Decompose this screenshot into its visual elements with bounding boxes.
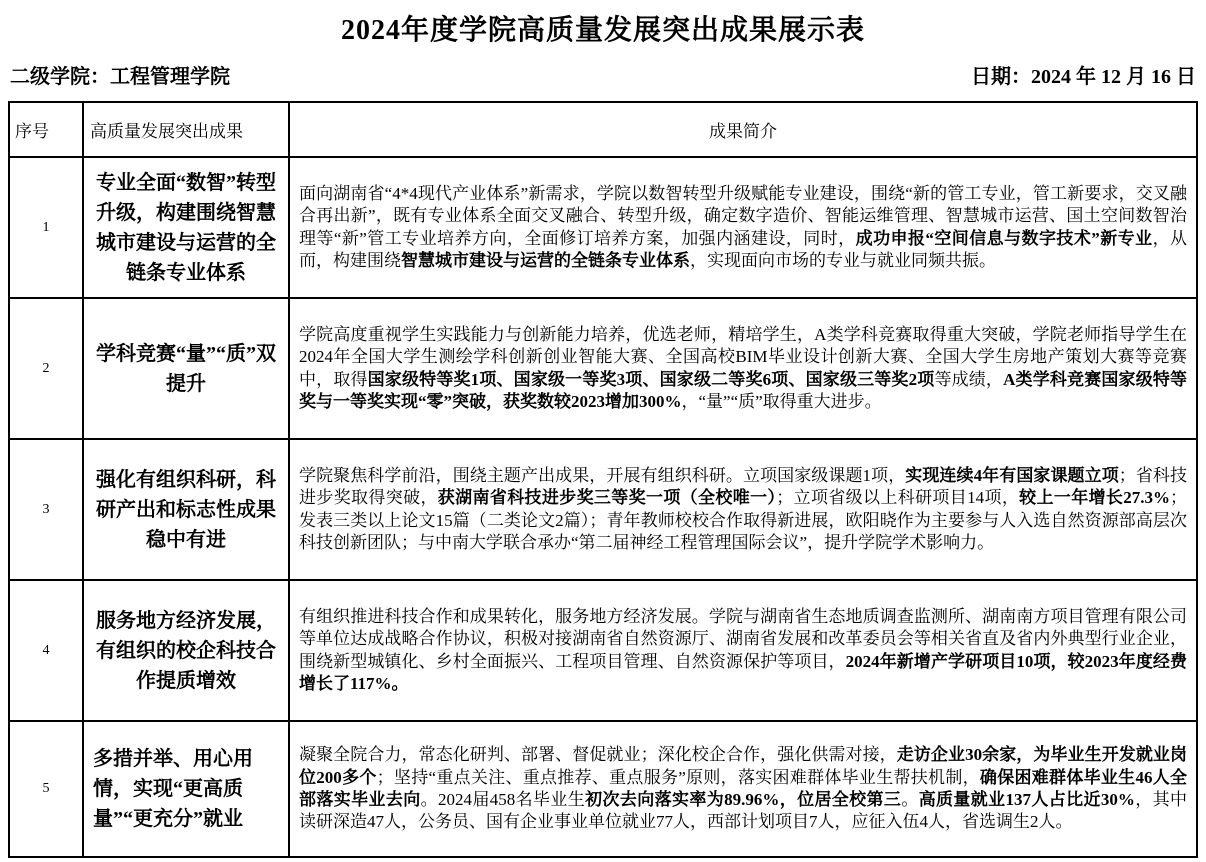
- achievement-title: 服务地方经济发展，有组织的校企科技合作提质增效: [83, 580, 289, 721]
- intro-text: 等成绩，: [934, 369, 1004, 389]
- intro-text: 。: [901, 790, 919, 809]
- intro-text: ；发表三类以上论文15篇（二类论文2篇）；青年教师校校合作取得新进展，欧阳晓作为主要参与人入选自然资源部高层次科技创新团队；与中南大学联合承办“第二届神经工程管理国际会议”，提升学院学术影响力。: [299, 488, 1188, 552]
- intro-text: ，从而，构建围绕: [299, 228, 1188, 270]
- intro-text-bold: 初次去向落实率为89.96%，位居全校第三: [585, 790, 902, 809]
- intro-text-bold: 智慧城市建设与运营的全链条专业体系: [401, 250, 690, 270]
- intro-text-bold: 走访企业30余家，为毕业生开发就业岗位200多个: [299, 745, 1188, 787]
- achievement-title: 专业全面“数智”转型升级，构建围绕智慧城市建设与运营的全链条专业体系: [83, 157, 289, 298]
- achievement-intro: [289, 439, 1197, 580]
- achievement-title: 多措并举、用心用情，实现“更高质量”“更充分”就业: [83, 721, 289, 857]
- achievement-title: 强化有组织科研，科研产出和标志性成果稳中有进: [83, 439, 289, 580]
- intro-text-bold: 实现连续4年有国家课题立项: [905, 465, 1119, 485]
- column-header-no: 序号: [9, 102, 83, 157]
- results-table: [8, 101, 1198, 858]
- achievement-title: 学科竞赛“量”“质”双提升: [83, 298, 289, 439]
- results-table-body: [9, 157, 1197, 857]
- intro-text-bold: 较上一年增长27.3%: [1019, 488, 1171, 508]
- date-label: 日期：2024 年 12 月 16 日: [971, 66, 1196, 88]
- table-row: [9, 298, 1197, 439]
- achievement-intro: [289, 157, 1197, 298]
- table-row: [9, 580, 1197, 721]
- row-number: 4: [9, 580, 83, 721]
- table-header-row: [9, 102, 1197, 157]
- intro-text-bold: A类学科竞赛国家级特等奖与一等奖实现“零”突破，获奖数较2023增加300%: [299, 369, 1188, 411]
- intro-text: ，其中读研深造47人，公务员、国有企业事业单位就业77人，西部计划项目7人，应征入伍4人，省选调生2人。: [299, 790, 1188, 832]
- intro-text: ；坚持“重点关注、重点推荐、重点服务”原则，落实困难群体毕业生帮扶机制，: [376, 767, 980, 787]
- intro-text-bold: 国家级特等奖1项、国家级一等奖3项、国家级二等奖6项、国家级三等奖2项: [367, 369, 935, 389]
- intro-text-bold: 获湖南省科技进步奖三等奖一项（全校唯一）: [437, 488, 777, 508]
- achievement-intro: [289, 580, 1197, 721]
- column-header-achievement: 高质量发展突出成果: [83, 102, 289, 157]
- intro-text: 有组织推进科技合作和成果转化，服务地方经济发展。学院与湖南省生态地质调查监测所、湖南南方项目管理有限公司等单位达成战略合作协议，积极对接湖南省自然资源厅、湖南省发展和改革委员会等相关省直及省内外典型行业企业，围绕新型城镇化、乡村全面振兴、工程项目管理、自然资源保护等项目，: [299, 606, 1187, 671]
- intro-text: ，实现面向市场的专业与就业同频共振。: [690, 250, 996, 270]
- column-header-intro: 成果简介: [289, 102, 1197, 157]
- college-label: 二级学院：工程管理学院: [10, 66, 230, 88]
- intro-text: ；立项省级以上科研项目14项，: [776, 488, 1020, 508]
- table-row: [9, 439, 1197, 580]
- achievement-intro: [289, 721, 1197, 857]
- intro-text: ，“量”“质”取得重大进步。: [681, 391, 882, 411]
- intro-text: ；省科技进步奖取得突破，: [299, 465, 1188, 508]
- row-number: 3: [9, 439, 83, 580]
- meta-row: [0, 60, 1206, 89]
- page-title: 2024年度学院高质量发展突出成果展示表: [340, 15, 865, 46]
- intro-text-bold: 2024年新增产学研项目10项，较2023年度经费增长了117%。: [299, 651, 1188, 693]
- intro-text: 面向湖南省“4*4现代产业体系”新需求，学院以数智转型升级赋能专业建设，围绕“新的管工专业，管工新要求，交叉融合再出新”，既有专业体系全面交叉融合、转型升级，确定数字造价、智能运维管理、智慧城市运营、国土空间数智治理等“新”管工专业培养方向，全面修订培养方案，加强内涵建设，同时，: [299, 183, 1187, 248]
- table-row: [9, 157, 1197, 298]
- intro-text-bold: 确保困难群体毕业生46人全部落实毕业去向: [299, 767, 1188, 809]
- intro-text: 学院高度重视学生实践能力与创新能力培养，优选老师，精培学生，A类学科竞赛取得重大突破，学院老师指导学生在2024年全国大学生测绘学科创新创业智能大赛、全国高校BIM毕业设计创新大赛、全国大学生房地产策划大赛等竞赛中，取得: [299, 324, 1187, 389]
- intro-text-bold: 高质量就业137人占比近30%: [918, 790, 1135, 809]
- row-number: 5: [9, 721, 83, 857]
- intro-text: 。2024届458名毕业生: [420, 790, 586, 809]
- intro-text: 凝聚全院合力，常态化研判、部署、督促就业；深化校企合作，强化供需对接，: [299, 745, 897, 765]
- table-row: [9, 721, 1197, 857]
- intro-text-bold: 成功申报“空间信息与数字技术”新专业: [855, 228, 1153, 248]
- achievement-intro: [289, 298, 1197, 439]
- row-number: 2: [9, 298, 83, 439]
- row-number: 1: [9, 157, 83, 298]
- intro-text: 学院聚焦科学前沿，围绕主题产出成果，开展有组织科研。立项国家级课题1项，: [299, 465, 906, 485]
